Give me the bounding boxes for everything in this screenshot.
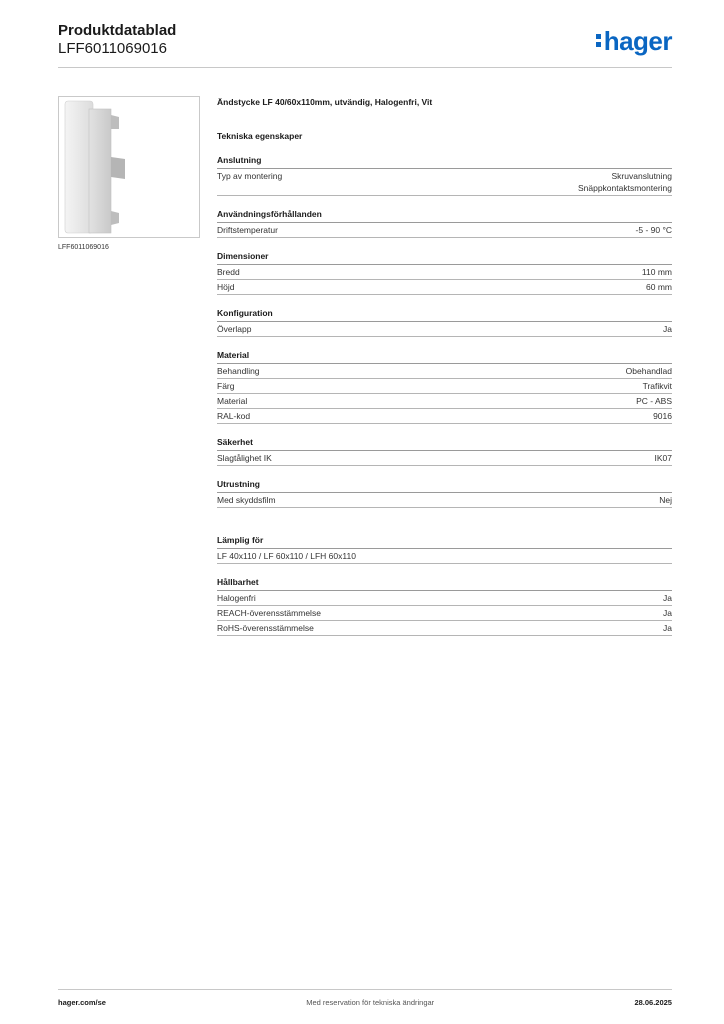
product-title: Ändstycke LF 40/60x110mm, utvändig, Halogenfri, Vit xyxy=(217,97,433,107)
spec-row xyxy=(217,379,672,394)
spec-label: Typ av montering xyxy=(217,171,283,181)
spec-row xyxy=(217,169,672,196)
section-heading: Utrustning xyxy=(217,478,672,493)
spec-label: RoHS-överensstämmelse xyxy=(217,623,314,633)
spec-value xyxy=(642,266,672,278)
spec-section xyxy=(217,154,672,196)
sustainability-row xyxy=(217,621,672,636)
spec-value xyxy=(646,281,672,293)
spec-value-line: Obehandlad xyxy=(625,366,672,376)
spec-value-line: Ja xyxy=(663,324,672,334)
spec-section xyxy=(217,208,672,238)
spec-section xyxy=(217,349,672,424)
spec-value-line: 60 mm xyxy=(646,282,672,292)
spec-value-line: IK07 xyxy=(654,453,672,463)
spec-row xyxy=(217,364,672,379)
spec-label: RAL-kod xyxy=(217,411,251,421)
section-heading: Anslutning xyxy=(217,154,672,169)
spec-label: Slagtålighet IK xyxy=(217,453,272,463)
suitable-heading: Lämplig för xyxy=(217,534,672,549)
spec-value xyxy=(659,494,672,506)
suitable-text: LF 40x110 / LF 60x110 / LFH 60x110 xyxy=(217,549,672,564)
spec-row xyxy=(217,394,672,409)
footer-website: hager.com/se xyxy=(58,998,106,1007)
spec-value-line: Nej xyxy=(659,495,672,505)
footer-divider xyxy=(58,989,672,990)
tech-heading: Tekniska egenskaper xyxy=(217,131,303,141)
product-image xyxy=(58,96,200,238)
image-caption: LFF6011069016 xyxy=(58,244,109,251)
spec-label: Halogenfri xyxy=(217,593,256,603)
spec-value-line: Snäppkontaktsmontering xyxy=(577,183,672,193)
spec-value: Ja xyxy=(663,593,672,603)
sustainability-row xyxy=(217,606,672,621)
spec-value xyxy=(578,170,672,194)
spec-row xyxy=(217,322,672,337)
suitable-section xyxy=(217,534,672,564)
spec-label: Behandling xyxy=(217,366,260,376)
spec-value xyxy=(636,224,672,236)
spec-label: Bredd xyxy=(217,267,240,277)
spec-value xyxy=(655,452,673,464)
section-heading: Säkerhet xyxy=(217,436,672,451)
spec-value-line: -5 - 90 °C xyxy=(635,225,672,235)
spec-value xyxy=(643,380,672,392)
spec-row xyxy=(217,409,672,424)
spec-sections xyxy=(217,154,672,508)
spec-value-line: Trafikvit xyxy=(642,381,672,391)
spec-label: REACH-överensstämmelse xyxy=(217,608,321,618)
page-header xyxy=(58,22,176,58)
logo-text: hager xyxy=(603,26,672,56)
footer-disclaimer: Med reservation för tekniska ändringar xyxy=(306,998,435,1007)
header-divider xyxy=(58,67,672,68)
spec-value: Ja xyxy=(663,623,672,633)
spec-section xyxy=(217,436,672,466)
spec-value-line: Skruvanslutning xyxy=(611,171,672,181)
spec-row xyxy=(217,280,672,295)
spec-row xyxy=(217,493,672,508)
section-heading: Konfiguration xyxy=(217,307,672,322)
spec-content xyxy=(217,96,672,636)
spec-value: Ja xyxy=(663,608,672,618)
document-title: Produktdatablad xyxy=(58,22,177,39)
spec-row xyxy=(217,265,672,280)
spec-label: Driftstemperatur xyxy=(217,225,278,235)
section-heading: Material xyxy=(217,349,672,364)
end-cap-illustration-icon xyxy=(59,97,199,237)
article-number: LFF6011069016 xyxy=(58,40,167,57)
sustainability-section xyxy=(217,576,672,636)
spec-value xyxy=(626,365,672,377)
section-heading: Dimensioner xyxy=(217,250,672,265)
sustainability-heading: Hållbarhet xyxy=(217,576,672,591)
spec-section xyxy=(217,307,672,337)
sustainability-row xyxy=(217,591,672,606)
spec-label: Material xyxy=(217,396,248,406)
spec-label: Med skyddsfilm xyxy=(217,495,276,505)
spec-label: Färg xyxy=(217,381,235,391)
spec-section xyxy=(217,478,672,508)
hager-logo xyxy=(596,26,672,57)
spec-value-line: PC - ABS xyxy=(636,396,672,406)
spec-label: Höjd xyxy=(217,282,235,292)
spec-row xyxy=(217,223,672,238)
spec-value xyxy=(653,410,672,422)
page-footer xyxy=(58,998,672,1007)
footer-date: 28.06.2025 xyxy=(634,998,672,1007)
spec-row xyxy=(217,451,672,466)
logo-dots-icon xyxy=(596,32,602,48)
spec-value xyxy=(636,395,672,407)
spec-value-line: 110 mm xyxy=(641,267,672,277)
spec-value-line: 9016 xyxy=(653,411,672,421)
spec-value xyxy=(663,323,672,335)
spec-label: Överlapp xyxy=(217,324,252,334)
section-heading: Användningsförhållanden xyxy=(217,208,672,223)
spec-section xyxy=(217,250,672,295)
